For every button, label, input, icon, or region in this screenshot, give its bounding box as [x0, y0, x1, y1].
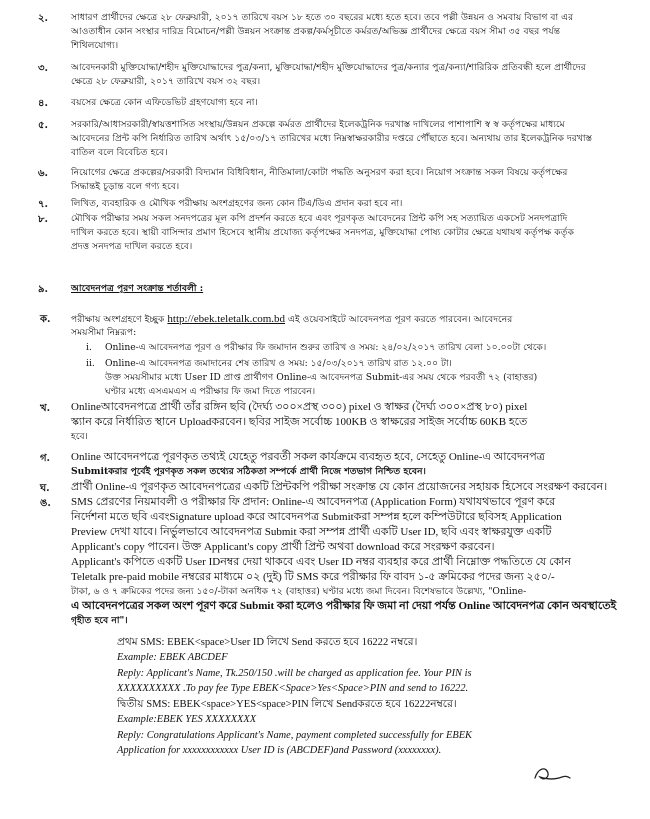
gha-line-1: প্রার্থী Online-এ পূরণকৃত আবেদনপত্রের একটি প্রিন্টকপি পরীক্ষা সংক্রান্ত যে কোন প্রয়োজনের সহায়ক হিসেবে সংরক্ষণ করবেন।	[71, 481, 608, 493]
item-number: ৭.	[38, 199, 48, 210]
umo-line-7: টাকা, ৬ ও ৭ ক্রমিকের পদের জন্য ১৫০/-টাকা অনধিক ৭২ (বাহাত্তর) ঘণ্টার মধ্যে জমা দিবেন। বিশেষভাবে উল্লেখ্য, "Online-	[71, 586, 527, 597]
umo-line-3: Preview দেখা যাবে। নির্ভুলভাবে আবেদনপত্র Submit করা সম্পন্ন প্রার্থী একটি User ID, ছবি এবং স্বাক্ষরযুক্ত একটি	[71, 526, 552, 538]
sub-item-letter: খ.	[40, 403, 51, 414]
ka-sub-ii-line-1: Online-এ আবেদনপত্র জমাদানের শেষ তারিখ ও সময়: ১৫/০৩/২০১৭ তারিখ রাত ১২.০০ টা।	[105, 358, 452, 369]
ga-line-2: Submitকরার পূর্বেই পূরণকৃত সকল তথ্যের সঠিকতা সম্পর্কে প্রার্থী নিজে শতভাগ নিশ্চিত হবেন।	[71, 466, 426, 477]
umo-line-9: গৃহীত হবে না"।	[71, 615, 128, 626]
umo-line-4: Applicant's copy পাবেন। উক্ত Applicant's copy প্রার্থী প্রিন্ট অথবা download করে সংরক্ষণ করবেন।	[71, 541, 495, 553]
item-6-line-2: সিদ্ধান্তই চূড়ান্ত বলে গণ্য হবে।	[71, 181, 180, 192]
ka-line-1: পরীক্ষায় অংশগ্রহণে ইচ্ছুক http://ebek.teletalk.com.bd এই ওয়েবসাইটে আবেদনপত্র পূরণ করতে পারবেন। আবেদনের	[71, 313, 513, 325]
item-number: ৫.	[38, 120, 48, 131]
umo-line-2: নির্দেশনা মতে ছবি এবংSignature upload করে আবেদনপত্র Submitকরা সম্পন্ন হলে কম্পিউটারে ছবিসহ Application	[71, 511, 562, 523]
ka-line-2: সময়সীমা নিম্নরূপ:	[71, 327, 137, 338]
sub-item-letter: ঙ.	[40, 498, 51, 509]
item-8-line-3: প্রদত্ত সনদপত্র দাখিল করতে হবে।	[71, 241, 193, 252]
item-number: ৩.	[38, 63, 48, 74]
item-number: ৬.	[38, 168, 48, 179]
sub-item-letter: ক.	[40, 314, 51, 325]
sms-reply-1-line-2: XXXXXXXXXX .To pay fee Type EBEK<Space>Yes<Space>PIN and send to 16222.	[117, 683, 469, 694]
ka-sub-i-line: Online-এ আবেদনপত্র পূরণ ও পরীক্ষার ফি জমাদান শুরুর তারিখ ও সময়: ২৪/০২/২০১৭ তারিখ বেলা ১০.০০টা থেকে।	[105, 342, 547, 353]
item-2-line-2: আওতাধীন কোন সংস্থার দারিদ্র বিমোচন/পল্লী উন্নয়ন সংক্রান্ত প্রকল্প/কর্মসূচীতে কর্মরত/অভিজ্ঞ প্রার্থীদের ক্ষেত্রে বয়স সীমা ৩৫ বছর পর্যন্ত	[71, 26, 561, 37]
ka-sub-ii-line-2: উক্ত সময়সীমার মধ্যে User ID প্রাপ্ত প্রার্থীগণ Online-এ আবেদনপত্র Submit-এর সময় থেকে পরবর্তী ৭২ (বাহাত্তর)	[105, 372, 538, 383]
umo-line-6: Teletalk pre-paid mobile নম্বরের মাধ্যমে ০২ (দুই) টি SMS করে পরীক্ষার ফি বাবদ ১-৫ ক্রমিকের পদের জন্য ২৫০/-	[71, 571, 555, 583]
sms-example-2: Example:EBEK YES XXXXXXXX	[117, 714, 257, 725]
item-3-line-1: আবেদনকারী মুক্তিযোদ্ধা/শহীদ মুক্তিযোদ্ধাদের পুত্র/কন্যা, মুক্তিযোদ্ধা/শহীদ মুক্তিযোদ্ধাদের পুত্র/কন্যার পুত্র/কন্যা/শারিরিক প্রতিবন্ধী হলে প্রার্থীদের	[71, 62, 586, 73]
signature-image	[532, 760, 572, 786]
kha-line-2: স্ক্যান করে নির্ধারিত স্থানে Uploadকরবেন। ছবির সাইজ সর্বোচ্চ 100KB ও স্বাক্ষরের সাইজ সর্বোচ্চ 60KB হতে	[71, 416, 528, 428]
application-site-link[interactable]: http://ebek.teletalk.com.bd	[167, 313, 286, 325]
item-2-line-3: শিথিলযোগ্য।	[71, 40, 119, 51]
sms-first-line: প্রথম SMS: EBEK<space>User ID লিখে Send করতে হবে 16222 নম্বরে।	[117, 637, 418, 648]
item-5-line-1: সরকারি/আধাসরকারী/স্বায়ত্তশাসিত সংস্থায়/উন্নয়ন প্রকল্পে কর্মরত প্রার্থীদের ইলেকট্রনিক দরখাস্ত দাখিলের পাশাপাশি স্ব স্ব কর্তৃপক্ষের মাধ্যমে	[71, 119, 565, 130]
sms-second-line: দ্বিতীয় SMS: EBEK<space>YES<space>PIN লিখে Sendকরতে হবে 16222নম্বরে।	[117, 699, 457, 710]
ka-sub-ii-line-3: ঘণ্টার মধ্যে এসএমএস এ পরীক্ষার ফি জমা দিতে পারবেন।	[105, 386, 316, 397]
sms-example-1: Example: EBEK ABCDEF	[117, 652, 228, 663]
sms-reply-2-line-1: Reply: Congratulations Applicant's Name, payment completed successfully for EBEK	[117, 730, 472, 741]
item-7-line-1: লিখিত, ব্যবহারিক ও মৌখিক পরীক্ষায় অংশগ্রহণের জন্য কোন টিএ/ডিএ প্রদান করা হবে না।	[71, 198, 403, 209]
item-5-line-3: বাতিল বলে বিবেচিত হবে।	[71, 147, 168, 158]
umo-line-1: SMS প্রেরণের নিয়মাবলী ও পরীক্ষার ফি প্রদান: Online-এ আবেদনপত্র (Application Form) যথাযথভাবে পূরণ করে	[71, 496, 556, 508]
section-9-heading: আবেদনপত্র পূরণ সংক্রান্ত শর্তাবলী :	[71, 283, 204, 294]
roman-marker: ii.	[86, 358, 95, 369]
kha-line-3: হবে।	[71, 431, 88, 442]
umo-line-8: এ আবেদনপত্রের সকল অংশ পূরণ করে Submit করা হলেও পরীক্ষার ফি জমা না দেয়া পর্যন্ত Online আবেদনপত্র কোন অবস্থাতেই	[71, 600, 617, 612]
item-2-line-1: সাধারণ প্রার্থীদের ক্ষেত্রে ২৮ ফেব্রুয়ারী, ২০১৭ তারিখে বয়স ১৮ হতে ৩০ বছরের মধ্যে হতে হবে। তবে পল্লী উন্নয়ন ও সমবায় বিভাগ বা এর	[71, 12, 574, 23]
item-number: ৮.	[38, 214, 48, 225]
item-8-line-1: মৌখিক পরীক্ষার সময় সকল সনদপত্রের মূল কপি প্রদর্শন করতে হবে এবং পূরণকৃত আবেদনের প্রিন্ট কপি সহ সত্যায়িত একসেট সনদপত্রাদি	[71, 213, 568, 224]
ga-line-1: Online আবেদনপত্রে পূরণকৃত তথ্যই যেহেতু পরবর্তী সকল কার্যক্রমে ব্যবহৃত হবে, সেহেতু Online-এ আবেদনপত্র	[71, 451, 545, 463]
item-5-line-2: আবেদনের প্রিন্ট কপি নির্ধারিত তারিখ অর্থাৎ ১৫/০৩/১৭ তারিখের মধ্যে নিম্নস্বাক্ষরকারীর দপ্তরে পৌঁছাতে হবে। অন্যথায় তার ইলেকট্রনিক দরখাস্ত	[71, 133, 593, 144]
item-4-line-1: বয়সের ক্ষেত্রে কোন এফিডেভিট গ্রহণযোগ্য হবে না।	[71, 97, 258, 108]
item-3-line-2: ক্ষেত্রে ২৮ ফেব্রুয়ারী, ২০১৭ তারিখে বয়স ৩২ বছর।	[71, 76, 261, 87]
sub-item-letter: ঘ.	[40, 483, 50, 494]
item-number: ২.	[38, 13, 48, 24]
item-8-line-2: দাখিল করতে হবে। স্থায়ী বাসিন্দার প্রমাণ হিসেবে স্থানীয় প্রযোজ্য কর্তৃপক্ষের সনদপত্র, মুক্তিযোদ্ধা পোষ্য কোটার ক্ষেত্রে যথাযথ কর্তৃপক্ষ কর্তৃক	[71, 227, 574, 238]
item-number: ৯.	[38, 284, 48, 295]
kha-line-1: Onlineআবেদনপত্রে প্রার্থী তাঁর রঙ্গিন ছবি (দৈর্ঘ্য ৩০০×প্রস্থ ৩০০) pixel ও স্বাক্ষর (দৈর্ঘ্য ৩০০×প্রস্থ ৮০) pixel	[71, 401, 528, 413]
sms-reply-2-line-2: Application for xxxxxxxxxxxx User ID is (ABCDEF)and Password (xxxxxxxx).	[117, 745, 442, 756]
roman-marker: i.	[86, 342, 92, 353]
umo-line-5: Applicant's কপিতে একটি User IDনম্বর দেয়া থাকবে এবং User ID নম্বর ব্যবহার করে প্রার্থী নিম্নোক্ত পদ্ধতিতে যে কোন	[71, 556, 571, 568]
item-6-line-1: নিয়োগের ক্ষেত্রে প্রকল্পের/সরকারী বিদ্যমান বিধিবিধান, নীতিমালা/কোটা পদ্ধতি অনুসরণ করা হবে। নিয়োগ সংক্রান্ত সকল বিষয়ে কর্তৃপক্ষের	[71, 167, 568, 178]
sub-item-letter: গ.	[40, 453, 51, 464]
item-number: ৪.	[38, 98, 48, 109]
sms-reply-1-line-1: Reply: Applicant's Name, Tk.250/150 .will be charged as application fee. Your PIN is	[117, 668, 472, 679]
